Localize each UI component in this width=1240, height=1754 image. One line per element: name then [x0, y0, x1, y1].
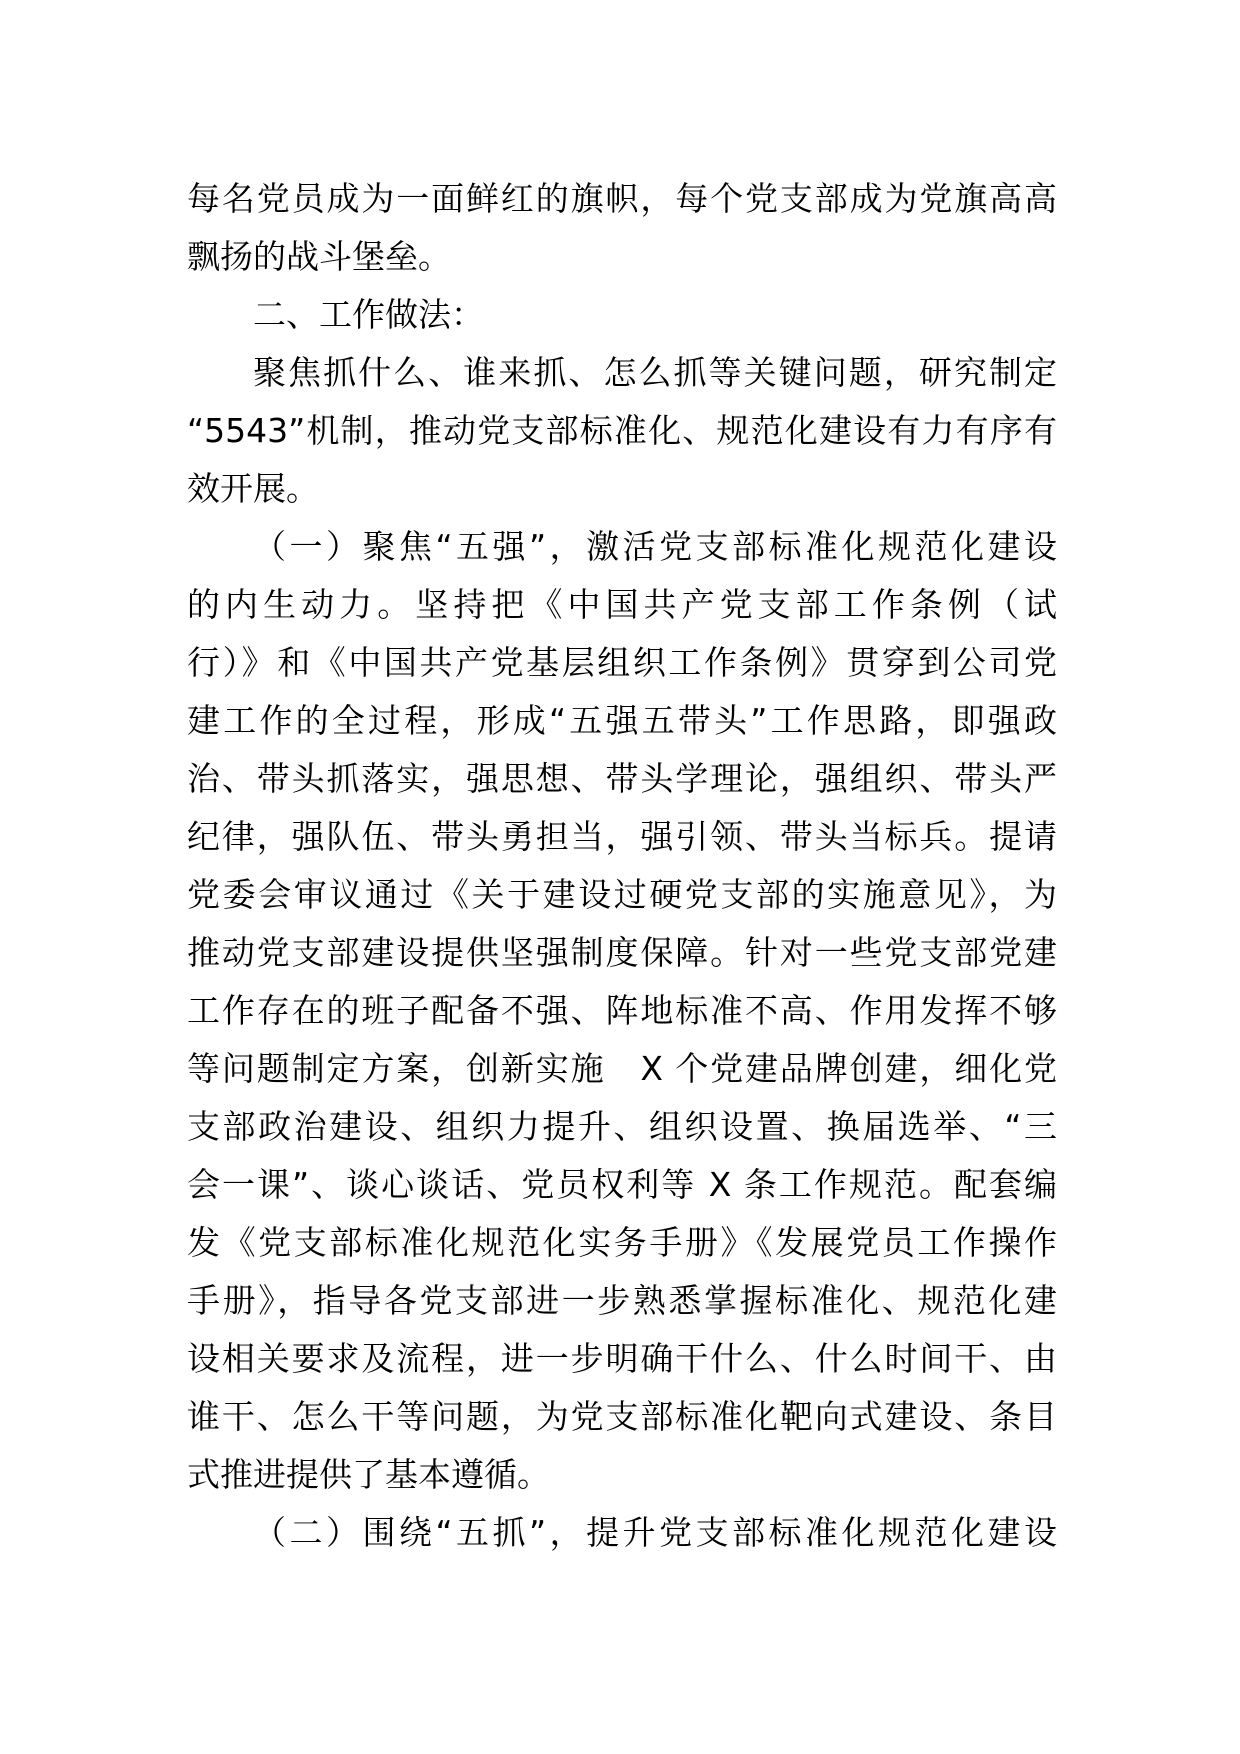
section-heading: 二、工作做法：: [253, 295, 484, 334]
text-line: 聚焦抓什么、谁来抓、怎么抓等关键问题，研究制定: [253, 353, 1057, 392]
body-text: [187, 170, 1057, 1562]
subsection-heading: （二）围绕“五抓”，提升党支部标准化规范化建设: [253, 1513, 1057, 1552]
text-line: 工作存在的班子配备不强、阵地标准不高、作用发挥不够: [187, 991, 1057, 1030]
text-line: 支部政治建设、组织力提升、组织设置、换届选举、“三: [187, 1107, 1057, 1146]
text-line: 发《党支部标准化规范化实务手册》《发展党员工作操作: [187, 1223, 1057, 1262]
text-line: 式推进提供了基本遵循。: [187, 1455, 550, 1494]
text-line: “5543”机制，推动党支部标准化、规范化建设有力有序有: [187, 411, 1057, 450]
text-line: 效开展。: [187, 469, 319, 508]
subsection-heading: （一）聚焦“五强”，激活党支部标准化规范化建设: [253, 527, 1057, 566]
text-line: 设相关要求及流程，进一步明确干什么、什么时间干、由: [187, 1339, 1057, 1378]
text-line: 会一课”、谈心谈话、党员权利等 X 条工作规范。配套编: [187, 1165, 1057, 1204]
text-line: 行）》和《中国共产党基层组织工作条例》贯穿到公司党: [187, 643, 1057, 682]
text-line: 推动党支部建设提供坚强制度保障。针对一些党支部党建: [187, 933, 1057, 972]
text-line: 的内生动力。坚持把《中国共产党支部工作条例（试: [187, 585, 1057, 624]
text-line: 建工作的全过程，形成“五强五带头”工作思路，即强政: [187, 701, 1057, 740]
text-line: 每名党员成为一面鲜红的旗帜，每个党支部成为党旗高高: [187, 179, 1057, 218]
text-line: 飘扬的战斗堡垒。: [187, 237, 451, 276]
text-line: 治、带头抓落实，强思想、带头学理论，强组织、带头严: [187, 759, 1057, 798]
text-line: 党委会审议通过《关于建设过硬党支部的实施意见》，为: [187, 875, 1057, 914]
text-line: 手册》，指导各党支部进一步熟悉掌握标准化、规范化建: [187, 1281, 1057, 1320]
text-line: 等问题制定方案，创新实施 X 个党建品牌创建，细化党: [187, 1049, 1057, 1088]
text-line: 纪律，强队伍、带头勇担当，强引领、带头当标兵。提请: [187, 817, 1057, 856]
text-line: 谁干、怎么干等问题，为党支部标准化靶向式建设、条目: [187, 1397, 1057, 1436]
